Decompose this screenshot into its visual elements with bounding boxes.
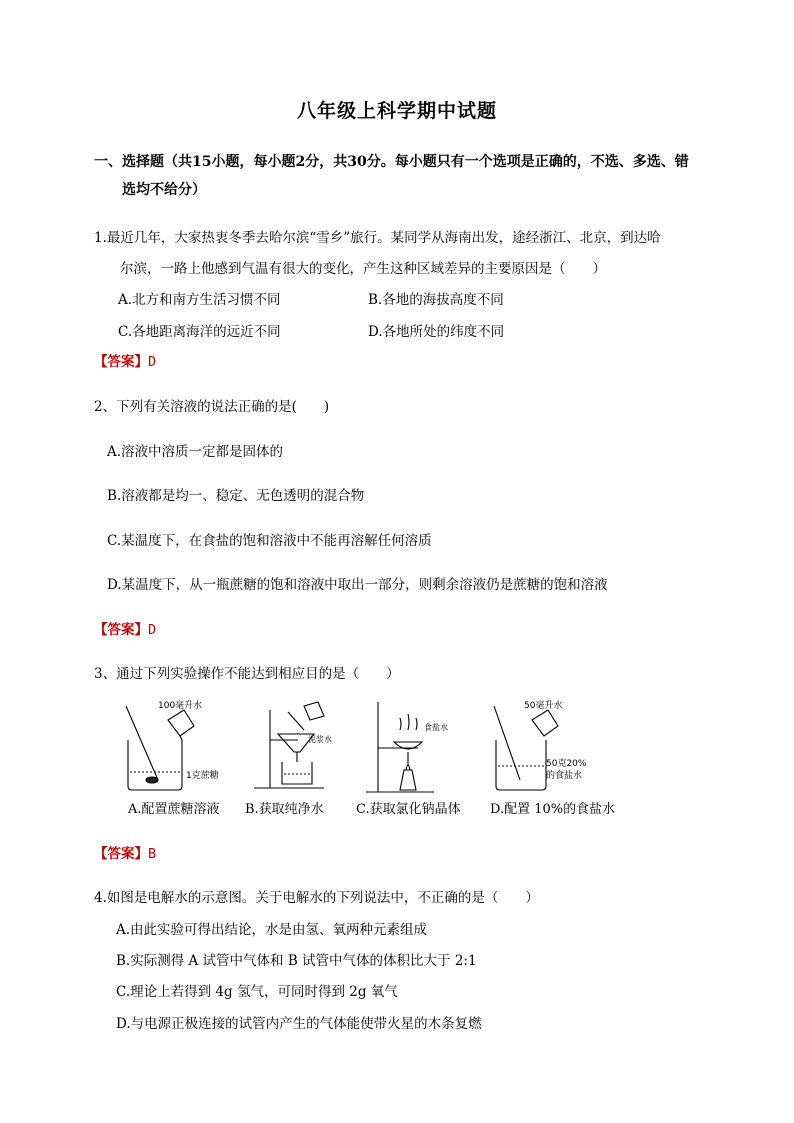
q1-stem-line1: 1.最近几年，大家热衷冬季去哈尔滨“雪乡”旅行。某同学从海南出发，途经浙江、北京，到达哈 <box>94 230 661 246</box>
q2-option-d: D.某温度下，从一瓶蔗糖的饱和溶液中取出一部分，则剩余溶液仍是蔗糖的饱和溶液 <box>107 577 608 593</box>
q4-option-c: C.理论上若得到 4g 氢气，可同时得到 2g 氧气 <box>116 984 398 1000</box>
figure-a-bottom-label: 1克蔗糖 <box>186 771 219 781</box>
q1-option-b: B.各地的海拔高度不同 <box>368 292 504 308</box>
section-heading-line2: 选均不给分） <box>122 182 206 198</box>
q2-option-a: A.溶液中溶质一定都是固体的 <box>107 444 284 460</box>
q3-option-c: C.获取氯化钠晶体 <box>356 802 461 817</box>
q1-option-d: D.各地所处的纬度不同 <box>368 324 505 340</box>
answer-tag: 【答案】 <box>94 354 148 370</box>
figure-d-bottom-label: 的食盐水 <box>546 771 583 781</box>
answer-tag: 【答案】 <box>94 622 148 638</box>
q4-option-b: B.实际测得 A 试管中气体和 B 试管中气体的体积比大于 2:1 <box>116 953 477 969</box>
q4-option-a: A.由此实验可得出结论，水是由氢、氧两种元素组成 <box>116 922 428 938</box>
figure-b-side-label: 泥浆水 <box>308 735 332 744</box>
figure-d-top-label: 50毫升水 <box>524 701 563 711</box>
q1-stem-line2: 尔滨，一路上他感到气温有很大的变化，产生这种区域差异的主要原因是（ ） <box>120 261 606 277</box>
q3-option-d: D.配置 10%的食盐水 <box>490 802 616 817</box>
q1-option-a: A.北方和南方生活习惯不同 <box>118 292 281 308</box>
q2-option-b: B.溶液都是均一、稳定、无色透明的混合物 <box>107 488 365 504</box>
page-title: 八年级上科学期中试题 <box>296 100 497 122</box>
experiment-figures <box>118 700 618 800</box>
answer-value: B <box>148 846 157 862</box>
q2-stem: 2、下列有关溶液的说法正确的是( ) <box>94 399 330 415</box>
q2-answer <box>94 618 156 638</box>
figure-d-mid-label: 50克20% <box>546 759 587 769</box>
answer-value: D <box>148 622 157 638</box>
q1-answer <box>94 350 156 370</box>
q3-stem: 3、通过下列实验操作不能达到相应目的是（ ） <box>94 666 400 682</box>
q3-option-a: A.配置蔗糖溶液 <box>128 802 220 817</box>
q2-option-c: C.某温度下，在食盐的饱和溶液中不能再溶解任何溶质 <box>107 533 432 549</box>
answer-value: D <box>148 354 157 370</box>
answer-tag: 【答案】 <box>94 846 148 862</box>
q1-option-c: C.各地距离海洋的远近不同 <box>118 324 281 340</box>
q4-stem: 4.如图是电解水的示意图。关于电解水的下列说法中，不正确的是（ ） <box>94 890 539 906</box>
figure-a-top-label: 100毫升水 <box>158 701 203 711</box>
figure-c-evaporation <box>366 702 434 792</box>
q4-option-d: D.与电源正极连接的试管内产生的气体能使带火星的木条复燃 <box>116 1016 482 1032</box>
figure-b-filter <box>254 702 324 788</box>
section-heading <box>94 148 706 204</box>
q3-answer <box>94 842 156 862</box>
figure-a-beaker <box>126 706 194 790</box>
figure-c-side-label: 食盐水 <box>424 723 448 732</box>
q3-option-b: B.获取纯净水 <box>245 802 324 817</box>
section-heading-line1: 一、选择题（共15小题，每小题2分，共30分。每小题只有一个选项是正确的，不选、多选、错 <box>94 154 689 170</box>
experiment-figures-svg <box>118 700 618 800</box>
